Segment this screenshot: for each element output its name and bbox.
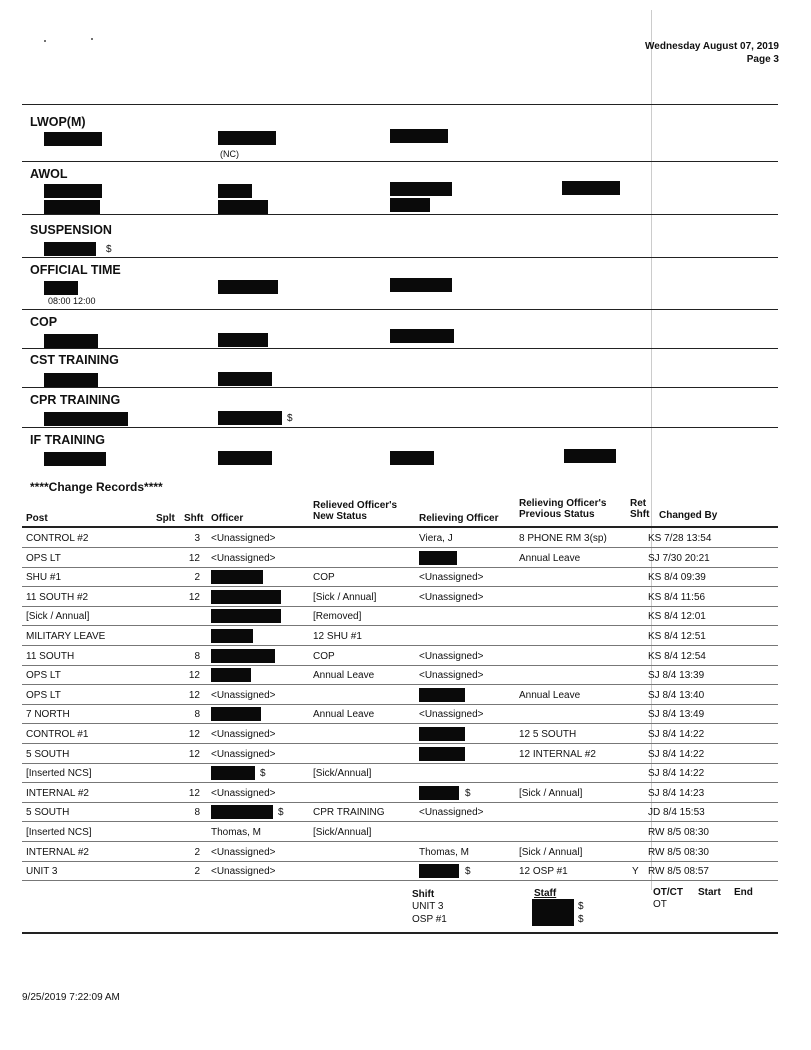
row-relieving-flag: $ (465, 866, 471, 877)
redacted-name (218, 280, 278, 294)
row-shft: 12 (188, 592, 200, 603)
row-changed-by: RW 8/5 08:30 (648, 847, 709, 858)
row-shft: 8 (194, 651, 200, 662)
scan-speck (44, 40, 46, 42)
redacted-relieving (419, 747, 465, 761)
section-title-cop: COP (30, 315, 58, 329)
row-changed-by: RW 8/5 08:30 (648, 827, 709, 838)
redacted-name (218, 131, 276, 145)
redacted-name (390, 278, 452, 292)
row-post: UNIT 3 (26, 866, 58, 877)
row-relieving: <Unassigned> (419, 572, 484, 583)
row-divider (22, 782, 778, 783)
row-changed-by: JD 8/4 15:53 (648, 807, 705, 818)
redacted-name (390, 182, 452, 196)
row-prev-status: Annual Leave (519, 690, 581, 701)
row-divider (22, 645, 778, 646)
divider (22, 214, 778, 215)
row-prev-status: [Sick / Annual] (519, 788, 583, 799)
row-prev-status: 12 INTERNAL #2 (519, 749, 596, 760)
row-changed-by: SJ 8/4 13:40 (648, 690, 705, 701)
redacted-name (44, 412, 128, 426)
row-changed-by: SJ 8/4 13:39 (648, 670, 705, 681)
shift-unit3: UNIT 3 (412, 901, 444, 912)
redacted-officer (211, 609, 281, 623)
ot-value: OT (653, 899, 667, 910)
redacted-relieving (419, 688, 465, 702)
row-prev-status: [Sick / Annual] (519, 847, 583, 858)
row-relieving: <Unassigned> (419, 592, 484, 603)
row-officer: <Unassigned> (211, 533, 276, 544)
section-title-if-training: IF TRAINING (30, 433, 105, 447)
row-post: CONTROL #2 (26, 533, 89, 544)
section-title-lwop: LWOP(M) (30, 115, 86, 129)
redacted-name (218, 411, 282, 425)
section-title-suspension: SUSPENSION (30, 223, 112, 237)
row-divider (22, 665, 778, 666)
col-officer: Officer (211, 513, 244, 524)
row-divider (22, 723, 778, 724)
row-relieving: Viera, J (419, 533, 453, 544)
divider (22, 387, 778, 388)
row-new-status: COP (313, 651, 335, 662)
row-new-status: [Sick / Annual] (313, 592, 377, 603)
row-relieving-flag: $ (465, 788, 471, 799)
row-shft: 12 (188, 729, 200, 740)
col-post: Post (26, 513, 48, 524)
divider (22, 309, 778, 310)
row-post: [Inserted NCS] (26, 768, 92, 779)
redacted-relieving (419, 551, 457, 565)
row-divider (22, 743, 778, 744)
row-officer: <Unassigned> (211, 690, 276, 701)
redacted-officer (211, 629, 253, 643)
redacted-name (218, 333, 268, 347)
redacted-name (44, 132, 102, 146)
start-label: Start (698, 887, 721, 898)
row-changed-by: SJ 8/4 14:23 (648, 788, 705, 799)
section-title-cpr-training: CPR TRAINING (30, 393, 121, 407)
col-shft: Shft (184, 513, 204, 524)
col-prev-line2: Previous Status (519, 509, 595, 520)
table-header-rule (22, 526, 778, 528)
row-relieving: <Unassigned> (419, 670, 484, 681)
redacted-name (44, 373, 98, 387)
dollar-flag: $ (106, 244, 112, 255)
row-changed-by: KS 8/4 09:39 (648, 572, 706, 583)
row-post: [Inserted NCS] (26, 827, 92, 838)
row-officer: <Unassigned> (211, 847, 276, 858)
row-post: OPS LT (26, 690, 61, 701)
row-officer: <Unassigned> (211, 788, 276, 799)
row-post: OPS LT (26, 553, 61, 564)
redacted-name (44, 200, 100, 214)
change-records-title: ****Change Records**** (30, 480, 163, 494)
redacted-name (562, 181, 620, 195)
row-ret: Y (632, 866, 639, 877)
page-number: Page 3 (746, 54, 779, 65)
row-divider (22, 567, 778, 568)
row-officer-flag: $ (260, 768, 266, 779)
redacted-name (44, 242, 96, 256)
row-shft: 3 (194, 533, 200, 544)
redacted-officer (211, 707, 261, 721)
row-shft: 8 (194, 807, 200, 818)
row-new-status: [Removed] (313, 611, 362, 622)
row-relieving: <Unassigned> (419, 709, 484, 720)
row-officer: <Unassigned> (211, 749, 276, 760)
redacted-officer (211, 668, 251, 682)
row-prev-status: 8 PHONE RM 3(sp) (519, 533, 607, 544)
redacted-officer (211, 649, 275, 663)
row-divider (22, 763, 778, 764)
row-shft: 2 (194, 866, 200, 877)
col-ret-shft (630, 498, 649, 520)
row-post: CONTROL #1 (26, 729, 89, 740)
row-changed-by: SJ 8/4 14:22 (648, 768, 705, 779)
redacted-staff (532, 899, 574, 926)
col-ret-line2: Shft (630, 509, 650, 520)
dollar-flag: $ (287, 413, 293, 424)
redacted-name (218, 184, 252, 198)
row-divider (22, 684, 778, 685)
row-post: INTERNAL #2 (26, 847, 89, 858)
report-date: Wednesday August 07, 2019 (645, 41, 779, 52)
staff-flag-2: $ (578, 914, 584, 925)
row-prev-status: Annual Leave (519, 553, 581, 564)
row-prev-status: 12 5 SOUTH (519, 729, 577, 740)
row-changed-by: SJ 8/4 14:22 (648, 749, 705, 760)
row-shft: 8 (194, 709, 200, 720)
divider (22, 427, 778, 428)
row-new-status: CPR TRAINING (313, 807, 385, 818)
row-shft: 12 (188, 553, 200, 564)
row-post: 7 NORTH (26, 709, 70, 720)
redacted-name (44, 334, 98, 348)
row-officer: <Unassigned> (211, 553, 276, 564)
row-changed-by: SJ 8/4 13:49 (648, 709, 705, 720)
row-divider (22, 821, 778, 822)
section-title-awol: AWOL (30, 167, 68, 181)
col-changed-by: Changed By (659, 510, 718, 521)
row-officer: Thomas, M (211, 827, 262, 838)
redacted-name (218, 451, 272, 465)
row-changed-by: KS 8/4 12:01 (648, 611, 706, 622)
row-changed-by: KS 8/4 11:56 (648, 592, 706, 603)
redacted-name (390, 329, 454, 343)
row-divider (22, 704, 778, 705)
redacted-name (218, 372, 272, 386)
row-divider (22, 586, 778, 587)
row-officer: <Unassigned> (211, 866, 276, 877)
col-ret-line1: Ret (630, 498, 647, 509)
shift-label: Shift (412, 889, 435, 900)
row-post: 5 SOUTH (26, 807, 70, 818)
row-changed-by: KS 8/4 12:51 (648, 631, 706, 642)
redacted-officer (211, 766, 255, 780)
row-new-status: 12 SHU #1 (313, 631, 362, 642)
row-post: 11 SOUTH (26, 651, 75, 662)
section-title-cst-training: CST TRAINING (30, 353, 119, 367)
row-divider (22, 547, 778, 548)
staff-label: Staff (534, 888, 557, 899)
row-officer: <Unassigned> (211, 729, 276, 740)
bottom-rule (22, 932, 778, 934)
col-previous-status (519, 498, 606, 520)
col-splt: Splt (156, 513, 175, 524)
row-divider (22, 625, 778, 626)
nc-note: (NC) (220, 149, 239, 159)
redacted-name (390, 129, 448, 143)
row-relieving: <Unassigned> (419, 807, 484, 818)
row-relieving: Thomas, M (419, 847, 470, 858)
row-changed-by: SJ 7/30 20:21 (648, 553, 710, 564)
row-shft: 2 (194, 847, 200, 858)
redacted-name (44, 184, 102, 198)
row-changed-by: SJ 8/4 14:22 (648, 729, 705, 740)
row-divider (22, 802, 778, 803)
row-shft: 12 (188, 670, 200, 681)
section-title-official-time: OFFICIAL TIME (30, 263, 121, 277)
scan-speck (91, 38, 93, 40)
row-officer-flag: $ (278, 807, 284, 818)
col-prev-line1: Relieving Officer's (519, 498, 607, 509)
row-new-status: Annual Leave (313, 709, 375, 720)
otct-label: OT/CT (653, 887, 683, 898)
col-relieving-officer: Relieving Officer (419, 513, 499, 524)
row-divider (22, 841, 778, 842)
shift-osp1: OSP #1 (412, 914, 447, 925)
redacted-name (218, 200, 268, 214)
row-divider (22, 861, 778, 862)
redacted-officer (211, 805, 273, 819)
row-new-status: [Sick/Annual] (313, 827, 372, 838)
redacted-name (44, 281, 78, 295)
row-divider (22, 880, 778, 881)
row-shft: 2 (194, 572, 200, 583)
divider (22, 348, 778, 349)
official-time-hours: 08:00 12:00 (48, 296, 96, 306)
redacted-name (44, 452, 106, 466)
row-post: OPS LT (26, 670, 61, 681)
row-new-status: COP (313, 572, 335, 583)
row-post: [Sick / Annual] (26, 611, 90, 622)
row-relieving: <Unassigned> (419, 651, 484, 662)
row-post: INTERNAL #2 (26, 788, 89, 799)
row-post: SHU #1 (26, 572, 62, 583)
redacted-name (390, 451, 434, 465)
redacted-name (390, 198, 430, 212)
redacted-relieving (419, 864, 459, 878)
row-post: MILITARY LEAVE (26, 631, 106, 642)
row-changed-by: KS 7/28 13:54 (648, 533, 712, 544)
redacted-officer (211, 570, 263, 584)
row-changed-by: RW 8/5 08:57 (648, 866, 709, 877)
row-shft: 12 (188, 749, 200, 760)
col-relieved-new-status (313, 500, 397, 522)
col-relieved-line2: New Status (313, 511, 367, 522)
end-label: End (734, 887, 753, 898)
redacted-name (564, 449, 616, 463)
row-shft: 12 (188, 788, 200, 799)
row-changed-by: KS 8/4 12:54 (648, 651, 706, 662)
row-post: 5 SOUTH (26, 749, 70, 760)
row-shft: 12 (188, 690, 200, 701)
row-new-status: [Sick/Annual] (313, 768, 372, 779)
divider (22, 161, 778, 162)
divider (22, 104, 778, 105)
row-divider (22, 606, 778, 607)
redacted-relieving (419, 727, 465, 741)
report-header (645, 40, 779, 66)
staff-flag-1: $ (578, 901, 584, 912)
redacted-officer (211, 590, 281, 604)
redacted-relieving (419, 786, 459, 800)
row-prev-status: 12 OSP #1 (519, 866, 568, 877)
print-timestamp: 9/25/2019 7:22:09 AM (22, 992, 120, 1003)
divider (22, 257, 778, 258)
row-new-status: Annual Leave (313, 670, 375, 681)
row-post: 11 SOUTH #2 (26, 592, 89, 603)
col-relieved-line1: Relieved Officer's (313, 500, 398, 511)
